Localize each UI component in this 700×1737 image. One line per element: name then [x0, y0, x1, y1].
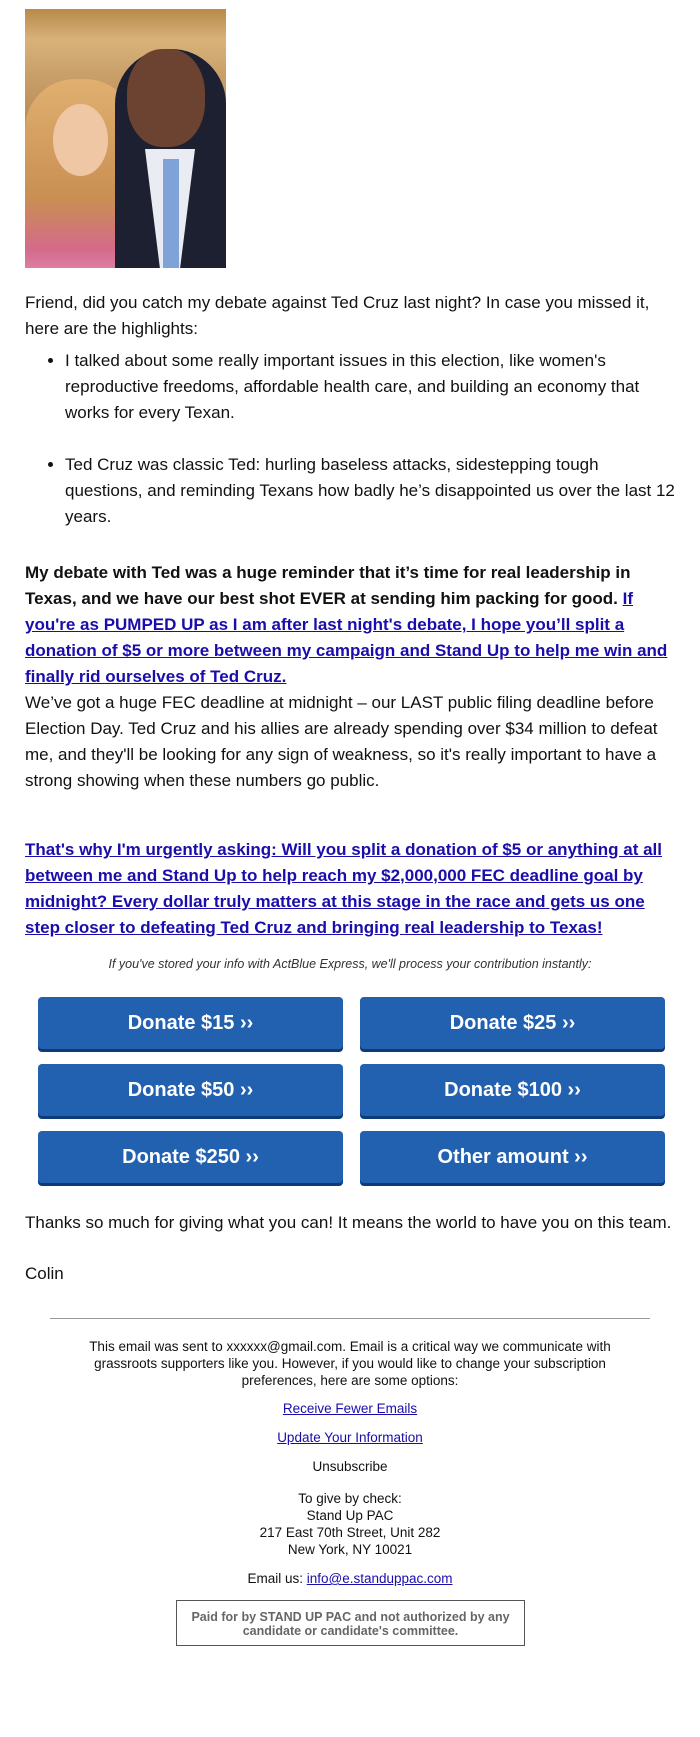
- call-paragraph: [25, 560, 675, 690]
- donate-link[interactable]: If you're as PUMPED UP as I am after last night's debate, I hope you’ll split a donation of $5 or more between my campaign and Stand Up to help me win and finally rid ourselves of Ted Cruz.: [25, 589, 668, 686]
- donate-250-button[interactable]: Donate $250 ››: [38, 1131, 343, 1183]
- check-label: To give by check:: [298, 1491, 402, 1506]
- photo-tie: [163, 159, 179, 268]
- urgent-donate-link[interactable]: That's why I'm urgently asking: Will you split a donation of $5 or anything at all between me and Stand Up to help reach my $2,000,000 FEC deadline goal by midnight? Every dollar truly matters at this stage in the race and gets us one step closer to defeating Ted Cruz and bringing real leadership to Texas!: [25, 840, 663, 937]
- donate-50-button[interactable]: Donate $50 ››: [38, 1064, 343, 1116]
- donate-100-button[interactable]: Donate $100 ››: [360, 1064, 665, 1116]
- intro-paragraph: Friend, did you catch my debate against Ted Cruz last night? In case you missed it, here are the highlights:: [25, 293, 650, 338]
- list-item: • Ted Cruz was classic Ted: hurling baseless attacks, sidestepping tough questions, and reminding Texans how badly he’s disappointed us over the last 12 years.: [65, 452, 675, 530]
- signature: Colin: [25, 1264, 64, 1283]
- deadline-paragraph: We’ve got a huge FEC deadline at midnight – our LAST public filing deadline before Election Day. Ted Cruz and his allies are already spending over $34 million to defeat me, and they'll be looking for any sign of weakness, so it's really important to have a strong showing when these numbers go public.: [25, 693, 658, 790]
- footer-sent-to: This email was sent to xxxxxx@gmail.com. Email is a critical way we communicate with grassroots supporters like you. However, if you would like to change your subscription preferences, here are some options:: [89, 1339, 611, 1388]
- photo-face-right: [127, 49, 205, 147]
- update-information-link[interactable]: Update Your Information: [277, 1430, 423, 1445]
- unsubscribe-link[interactable]: Unsubscribe: [312, 1459, 388, 1474]
- paid-for-disclaimer: Paid for by STAND UP PAC and not authorized by any candidate or candidate's committee.: [176, 1600, 525, 1646]
- footer-divider: [50, 1318, 650, 1319]
- email-label: Email us:: [247, 1571, 303, 1586]
- header-photo: [25, 9, 226, 268]
- highlights-list: [25, 348, 675, 556]
- donate-25-button[interactable]: Donate $25 ››: [360, 997, 665, 1049]
- org-name: Stand Up PAC: [306, 1508, 394, 1523]
- other-amount-button[interactable]: Other amount ››: [360, 1131, 665, 1183]
- urgent-paragraph: [25, 837, 675, 941]
- list-item: • I talked about some really important issues in this election, like women's reproductive freedoms, affordable health care, and building an economy that works for every Texan.: [65, 348, 675, 426]
- contact-email-link[interactable]: info@e.standuppac.com: [306, 1571, 453, 1586]
- receive-fewer-emails-link[interactable]: Receive Fewer Emails: [282, 1401, 418, 1416]
- address-line-2: New York, NY 10021: [287, 1542, 413, 1557]
- actblue-note: If you've stored your info with ActBlue Express, we'll process your contribution instantly:: [108, 957, 592, 971]
- email-us: [0, 1570, 700, 1587]
- donate-15-button[interactable]: Donate $15 ››: [38, 997, 343, 1049]
- address-line-1: 217 East 70th Street, Unit 282: [259, 1525, 441, 1540]
- thanks-text: Thanks so much for giving what you can! It means the world to have you on this team.: [25, 1213, 672, 1232]
- bold-text: My debate with Ted was a huge reminder that it’s time for real leadership in Texas, and we have our best shot EVER at sending him packing for good.: [25, 563, 631, 608]
- photo-face-left: [53, 104, 108, 176]
